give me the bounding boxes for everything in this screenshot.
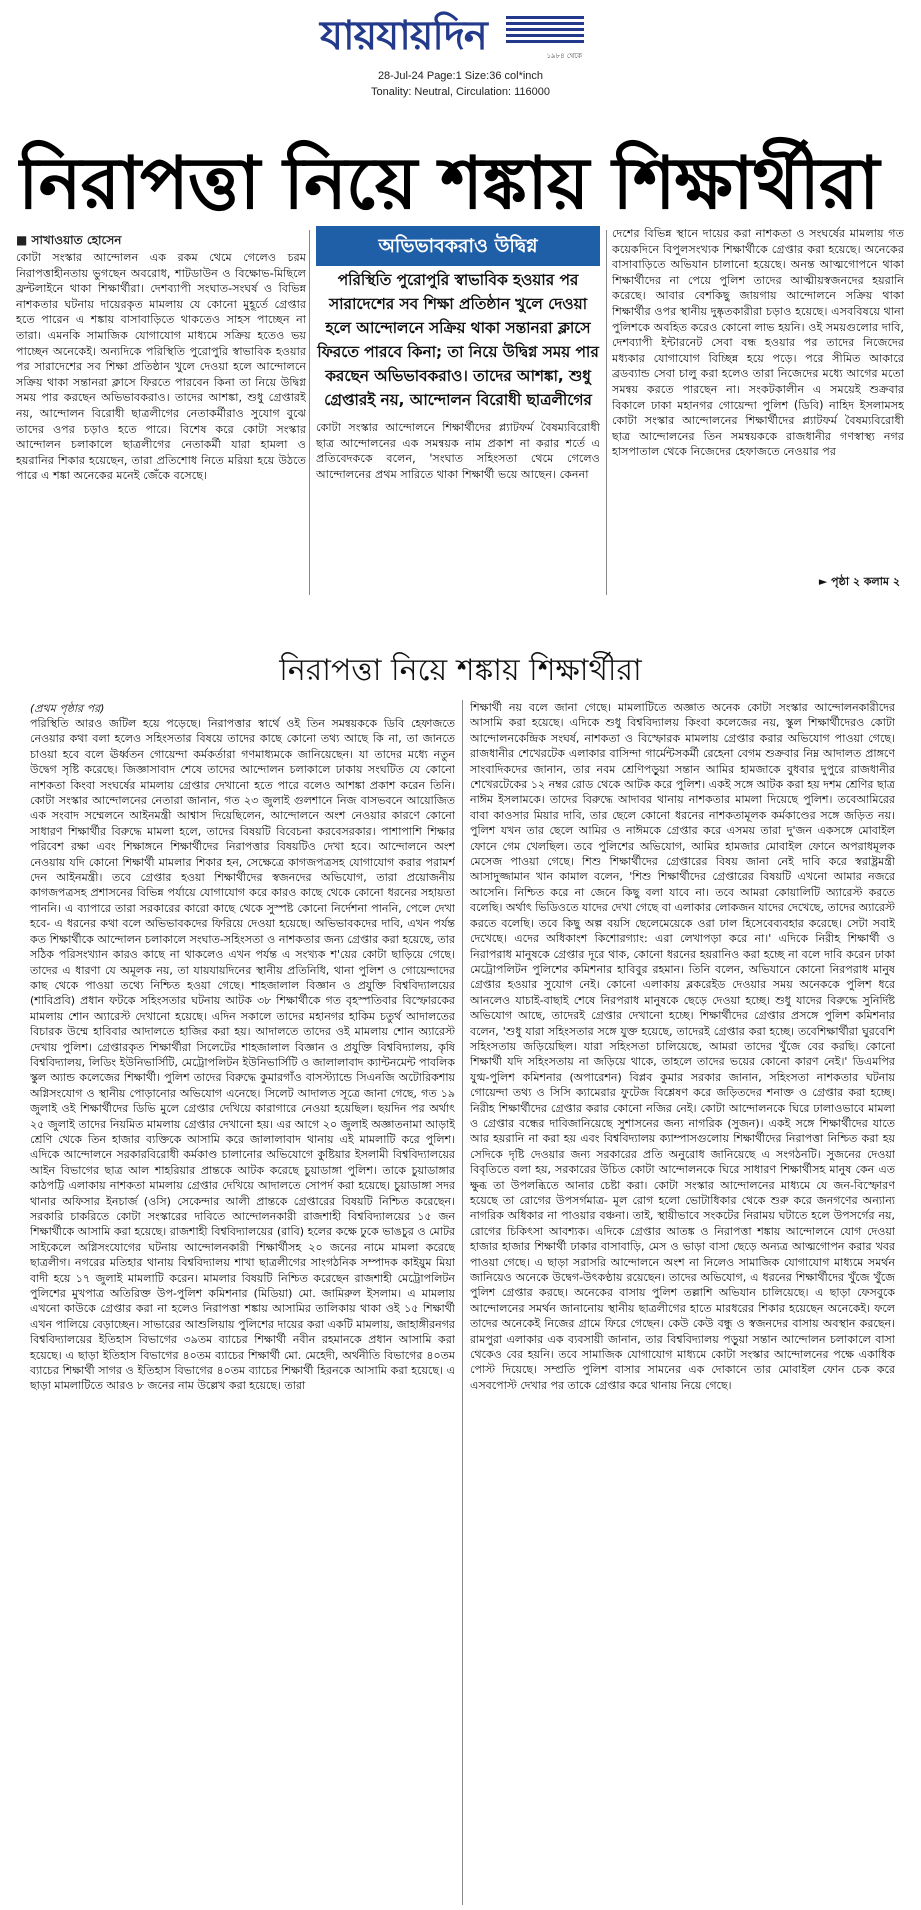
- masthead: [0, 0, 921, 108]
- logo-text: যায়যায়দিন: [320, 13, 487, 59]
- continued-headline: নিরাপত্তা নিয়ে শঙ্কায় শিক্ষার্থীরা: [279, 653, 642, 688]
- clipping-meta-line1: 28-Jul-24 Page:1 Size:36 col*inch: [377, 70, 544, 82]
- column-divider: [606, 230, 607, 595]
- newspaper-logo: [320, 4, 590, 66]
- column-divider: [309, 230, 310, 595]
- byline-square-icon: ■: [16, 233, 32, 247]
- pull-quote: পরিস্থিতি পুরোপুরি স্বাভাবিক হওয়ার পর সারাদেশের সব শিক্ষা প্রতিষ্ঠান খুলে দেওয়া হলে আন্দোলনে সক্রিয় থাকা সন্তানরা ক্লাসে ফিরতে পারবে কিনা; তা নিয়ে উদ্বিগ্ন সময় পার করছেন অভিভাবকরাও। তাদের আশঙ্কা, শুধু গ্রেপ্তারই নয়, আন্দোলন বিরোধী ছাত্রলীগের: [317, 271, 599, 409]
- highlight-label: অভিভাবকরাও উদ্বিগ্ন: [316, 226, 600, 266]
- article-column-3: দেশের বিভিন্ন স্থানে দায়ের করা নাশকতা ও সংঘর্ষের মামলায় গত কয়েকদিনে বিপুলসংখ্যক শিক্ষার্থীকে গ্রেপ্তার করা হয়েছে। অনেকের বাসাবাড়িতে অভিযান চালানো হয়েছে। অনন্ত আত্মগোপনে থাকা শিক্ষার্থীদের না পেয়ে পুলিশ তাদের আত্মীয়স্বজনদের হয়রানি করেছে। আবার বেশকিছু জায়গায় আন্দোলনে সক্রিয় থাকা শিক্ষার্থীর ওপর স্থানীয় দুষ্কৃতকারীরা চড়াও হয়েছে। এসববিষয়ে থানা পুলিশকে অবহিত করেও কোনো লাভ হয়নি। ওই সময়গুলোর দাবি, দেশব্যাপী ইন্টারনেট সেবা বন্ধ হওয়ার পর তাদের নিজেদের মধ্যকার যোগাযোগ বিচ্ছিন্ন হয়ে পড়ে। পরে সীমিত আকারে ব্রডব্যান্ড সেবা চালু করা হলেও তারা নিজেদের মধ্যে আগের মতো সমন্বয় করতে পারছেন না। সংকটকালীন এ সময়েই শুক্রবার বিকালে ঢাকা মহানগর গোয়েন্দা পুলিশ (ডিবি) নাহিদ ইসলামসহ কোটা সংস্কার আন্দোলনের শিক্ষার্থীদের প্ল্যাটফর্ম বৈষম্যবিরোধী ছাত্র আন্দোলনের তিন সমন্বয়ককে রাজধানীর গণস্বাস্থ্য নগর হাসপাতাল থেকে নিজেদের হেফাজতে নেওয়ার পর: [612, 227, 904, 459]
- jump-reference: ► পৃষ্ঠা ২ কলাম ২: [818, 575, 900, 588]
- logo-stripes-icon: [506, 16, 584, 46]
- byline-author: সাখাওয়াত হোসেন: [31, 233, 122, 247]
- column-divider: [462, 700, 463, 1905]
- byline: [16, 232, 306, 252]
- article-column-1: কোটা সংস্কার আন্দোলন এক রকম থেমে গেলেও চরম নিরাপত্তাহীনতায় ভুগছেন অবরোধ, শাটডাউন ও বিক্ষোভ-মিছিলে ফ্রন্টলাইনে থাকা শিক্ষার্থীরা। দেশব্যাপী সংঘাত-সংঘর্ষ ও বিভিন্ন নাশকতার ঘটনায় দায়েরকৃত মামলায় যে কোনো মুহূর্তে গ্রেপ্তার হতে পারেন এ শঙ্কায় বাসাবাড়িতে থাকতেও সাহস পাচ্ছেন না তারা। এমনকি সামাজিক যোগাযোগ মাধ্যমে সক্রিয় হতেও ভয় পাচ্ছেন অনেকেই। অন্যদিকে পরিস্থিতি পুরোপুরি স্বাভাবিক হওয়ার পর সারাদেশের সব শিক্ষা প্রতিষ্ঠান খুলে দেওয়া হলে আন্দোলনে সক্রিয় থাকা সন্তানরা ক্লাসে ফিরতে পারবেন কিনা তা নিয়ে উদ্বিগ্ন সময় পার করছেন অভিভাবকরাও। তাদের আশঙ্কা, শুধু গ্রেপ্তারই নয়, আন্দোলন বিরোধী ছাত্রলীগের নেতাকর্মীরাও সুযোগ বুঝে তাদের ওপর চড়াও হতে পারে। বিশেষ করে কোটা সংস্কার আন্দোলন চলাকালে ছাত্রলীগের নেতাকর্মী যারা হামলা ও হয়রানির শিকার হয়েছেন, তারা প্রতিশোধ নিতে মরিয়া হয়ে উঠতে পারে এ শঙ্কা অনেকের মনেই জেঁকে বসেছে।: [16, 251, 306, 483]
- headline: নিরাপত্তা নিয়ে শঙ্কায় শিক্ষার্থীরা: [18, 141, 879, 225]
- continued-column-2: শিক্ষার্থী নয় বলে জানা গেছে। মামলাটিতে অজ্ঞাত অনেক কোটা সংস্কার আন্দোলনকারীদের আসামি করা হয়েছে। এদিকে শুধু বিশ্ববিদ্যালয় কিংবা কলেজের নয়, স্কুল শিক্ষার্থীদেরও কোটা আন্দোলনকেন্দ্রিক সংঘর্ষ, নাশকতা ও বিস্ফোরক মামলায় গ্রেপ্তার করার অভিযোগ পাওয়া গেছে। রাজধানীর শেখেরটেক এলাকার বাসিন্দা গার্মেন্টসকর্মী রেহেনা বেগম শুক্রবার নিম্ন আদালত প্রাঙ্গণে সাংবাদিকদের জানান, তার নবম শ্রেণিপড়ুয়া সন্তান আমির হামজাকে বুধবার দুপুরে রাজধানীর শেখেরটেকের ১২ নম্বর রোড থেকে আটক করে পুলিশ। একই সঙ্গে আটক করা হয় দশম শ্রেণির ছাত্র নাঈম ইসলামকে। তাদের বিরুদ্ধে আদাবর থানায় নাশকতার মামলা দিয়েছে পুলিশ। তবেআমিরের বাবা কাওসার মিয়ার দাবি, তার ছেলে কোনো ধরনের নাশকতামূলক কর্মকাণ্ডের সঙ্গে জড়িত নয়। পুলিশ যখন তার ছেলে আমির ও নাঈমকে গ্রেপ্তার করে এসময় তারা দু'জন একসঙ্গে মোবাইল ফোনে গেম খেলছিল। তবে পুলিশের অভিযোগ, আমির হামজার মোবাইল ফোনে অপরাধমূলক মেসেজ পাওয়া গেছে। শিশু শিক্ষার্থীদের গ্রেপ্তারের বিষয় জানা নেই দাবি করে স্বরাষ্ট্রমন্ত্রী আসাদুজ্জামান খান কামাল বলেন, 'শিশু শিক্ষার্থীদের গ্রেপ্তারের বিষয়টি এখনো আমার নজরে আসেনি। নিশ্চিত করে না জেনে কিছু বলা যাবে না। তবে আমরা কোয়ালিটি অ্যারেস্ট করতে বলেছি। অর্থাৎ ভিডিওতে যাদের দেখা গেছে বা এলাকার লোকজন যাদের দেখেছে, তাদের অ্যারেস্ট করতে বলেছি। তবে কিছু অল্প বয়সি ছেলেমেয়েকে ওরা ঢাল হিসেবেব্যবহার করেছে। সেটা সবাই দেখেছে। এদের অধিকাংশ কিশোরগ্যাং: এরা লেখাপড়া করে না।' এদিকে নিরীহ শিক্ষার্থী ও নিরাপরাধ মানুষকে গ্রেপ্তার দূরে থাক, কোনো ধরনের হয়রানিও করা হচ্ছে না বলে দাবি করেন ঢাকা মেট্রোপলিটন পুলিশের কমিশনার হাবিবুর রহমান। তিনি বলেন, অভিযানে কোনো নিরপরাধ মানুষ গ্রেপ্তার হওয়ার সুযোগ নেই। কোনো এলাকায় ব্লকরেইড দেওয়ার সময় অনেককে পুলিশ ধরে আনলেও যাচাই-বাছাই শেষে নিরপরাধ মানুষকে ছেড়ে দেওয়া হচ্ছে। শুধু যাদের বিরুদ্ধে সুনির্দিষ্ট অভিযোগ আছে, তাদেরই গ্রেপ্তার দেখানো হচ্ছে। শিক্ষার্থীদের গ্রেপ্তার প্রসঙ্গে পুলিশ কমিশনার বলেন, 'শুধু যারা সহিংসতার সঙ্গে যুক্ত হয়েছে, তাদেরই গ্রেপ্তার করা হচ্ছে। তবেশিক্ষার্থীরা ঘুরবেশি সহিংসতায় জড়িয়েছিল। যারা সহিংসতা চালিয়েছে, আমরা তাদের খুঁজে বের করছি। কোনো শিক্ষার্থী যদি সহিংসতায় না জড়িয়ে থাকে, তাহলে তাদের ভয়ের কোনো কারণ নেই।' ডিএমপির যুগ্ম-পুলিশ কমিশনার (অপারেশন) বিপ্লব কুমার সরকার জানান, সহিংসতা নাশকতার ঘটনায় গোয়েন্দা তথ্য ও সিসি ক্যামেরার ফুটেজ বিশ্লেষণ করে জড়িতদের শনাক্ত ও গ্রেপ্তার করা হচ্ছে। নিরীহ শিক্ষার্থীদের গ্রেপ্তার করার কোনো নজির নেই। কোটা আন্দোলনকে ঘিরে ঢালাওভাবে মামলা ও গ্রেপ্তার বন্ধের দাবিজানিয়েছে সুশাসনের জন্য নাগরিক (সুজন)। একই সঙ্গে শিক্ষার্থীদের যাতে আর হয়রানি না করা হয় এবং বিশ্ববিদ্যালয় ক্যাম্পাসগুলোয় শিক্ষার্থীদের নিরাপত্তা নিশ্চিত করা হয় সেদিকে দৃষ্টি দেওয়ার জন্য সরকারের প্রতি অনুরোধ জানিয়েছে এ সংগঠনটি। সুজনের দেওয়া বিবৃতিতে বলা হয়, সরকারের উচিত কোটা আন্দোলনকে ঘিরে সাধারণ শিক্ষার্থীসহ মানুষ কেন এত ক্ষুব্ধ তা উপলব্ধিতে আনার চেষ্টা করা। কোটা সংস্কার আন্দোলনের মাধ্যমে যে জন-বিস্ফোরণ হয়েছে তা রোগের উপসর্গমাত্র- মূল রোগ হলো ভোটাধিকার থেকে শুরু করে জনগণের অন্যান্য নাগরিক অধিকার না পাওয়ার বঞ্চনা। তাই, স্থায়ীভাবে সংকটের নিরাময় ঘটাতে হলে উপসর্গের নয়, রোগের চিকিৎসা আবশ্যক। এদিকে গ্রেপ্তার আতঙ্ক ও নিরাপত্তা শঙ্কায় আন্দোলনে যোগ দেওয়া হাজার হাজার শিক্ষার্থী ঢাকার বাসাবাড়ি, মেস ও ভাড়া বাসা ছেড়ে অন্যত্র আত্মগোপন করার খবর পাওয়া গেছে। এ ছাড়া সরাসরি আন্দোলনে অংশ না নিলেও সামাজিক যোগাযোগ মাধ্যমে সমর্থন জানিয়েও অনেকে উদ্বেগ-উৎকণ্ঠায় রয়েছেন। তাদের অভিযোগ, এ ধরনের শিক্ষার্থীদের খুঁজে খুঁজে পুলিশ গ্রেপ্তার করছে। অনেকের বাসায় পুলিশ তল্লাশি অভিযান চালিয়েছে। এ ছাড়া ফেসবুকে আন্দোলনের সমর্থন জানানোয় স্থানীয় ছাত্রলীগের হাতে মারধরের শিকার হয়েছেন অনেকেই। ফলে তাদের অনেকেই নিজের গ্রামে ফিরে গেছেন। কেউ কেউ বন্ধু ও স্বজনদের বাসায় অবস্থান করছেন। রামপুরা এলাকার এক ব্যবসায়ী জানান, তার বিশ্ববিদ্যালয় পড়ুয়া সন্তান আন্দোলন চলাকালে বাসা থেকেও বের হয়নি। তবে সামাজিক যোগাযোগ মাধ্যমে কোটা সংস্কার আন্দোলনের পক্ষে একাধিক পোস্ট দিয়েছে। সম্প্রতি পুলিশ বাসার সামনের এক দোকানে তার মোবাইল ফোন চেক করে এসবপোস্ট দেখার পর তাকে গ্রেপ্তার করে থানায় নিয়ে গেছে।: [470, 701, 895, 1392]
- clipping-meta-line2: Tonality: Neutral, Circulation: 116000: [371, 86, 550, 98]
- logo-tagline: ১৯৮৪ থেকে: [546, 52, 582, 60]
- continued-tag: (প্রথম পৃষ্ঠার পর): [30, 702, 105, 715]
- continued-column-1: পরিস্থিতি আরও জটিল হয়ে পড়েছে। নিরাপত্তার স্বার্থে ওই তিন সমন্বয়ককে ডিবি হেফাজতে নেওয়ার কথা বলা হলেও সহিংসতার বিষয়ে তাদের কাছে কোনো তথ্য আছে কি না, তা জানতে চাওয়া হবে বলে ঊর্ধ্বতন গোয়েন্দা কর্মকর্তারা গণমাধ্যমকে জানিয়েছেন। যা তাদের মধ্যে নতুন উদ্বেগ সৃষ্টি করেছে। জিজ্ঞাসাবাদ শেষে তাদের আন্দোলন চলাকালে ঢাকায় সংঘটিত যে কোনো নাশকতা কিংবা সংঘর্ষের মামলায় গ্রেপ্তার দেখানো হতে পারে বলেও আশঙ্কা প্রকাশ করেন তিনি। কোটা সংস্কার আন্দোলনের নেতারা জানান, গত ২৩ জুলাই গুলশানে নিজ বাসভবনে আয়োজিত এক সংবাদ সম্মেলনে আইনমন্ত্রী আশ্বাস দিয়েছিলেন, আন্দোলনে অংশ নেওয়ার কারণে কোনো সাধারণ শিক্ষার্থীর বিরুদ্ধে মামলা হলে, তাদের বিষয়টি বিবেচনা করবেসরকার। পাশাপাশি শিক্ষার পরিবেশ রক্ষা এবং শিক্ষাঙ্গনে শিক্ষার্থীদের নিরাপত্তার বিষয়টিও দেখা হবে। আন্দোলনে অংশ নেওয়ায় যদি কোনো শিক্ষার্থী মামলার শিকার হন, সেক্ষেত্রে কাগজপত্রসহ যোগাযোগ করার পরামর্শ দেন আইনমন্ত্রী। তবে গ্রেপ্তার হওয়া শিক্ষার্থীদের স্বজনদের অভিযোগ, তারা প্রয়োজনীয় কাগজপত্রসহ প্রশাসনের বিভিন্ন পর্যায়ে যোগাযোগ করে কারও কাছে থেকে কোনো ধরনের সহায়তা পাননি। এ ব্যাপারে তারা সরকারের কারো কাছে থেকে সুস্পষ্ট কোনো নির্দেশনা পাননি, পেলে দেখা হবে- এ ধরনের কথা বলে অভিভাবকদের ফিরিয়ে দেওয়া হয়েছে। অভিভাবকদের দাবি, এখন পর্যন্ত কত শিক্ষার্থীকে আন্দোলন চলাকালে সংঘাত-সহিংসতা ও নাশকতার জন্য গ্রেপ্তার করা হয়েছে, তার সঠিক পরিসংখ্যান কারও কাছে না থাকলেও এখন পর্যন্ত এ সংখ্যক শ'য়ের কোটা ছাড়িয়ে গেছে। তাদের এ ধারণা যে অমূলক নয়, তা যায়যায়দিনের স্থানীয় প্রতিনিধি, থানা পুলিশ ও গোয়েন্দাদের কাছ থেকে পাওয়া তথ্যে নিশ্চিত হওয়া গেছে। শাহজালাল বিজ্ঞান ও প্রযুক্তি বিশ্ববিদ্যালয়ের (শাবিপ্রবি) প্রধান ফটকে সহিংসতার ঘটনায় আটক ৩৮ শিক্ষার্থীকে গত বৃহস্পতিবার বিস্ফোরকের মামলায় শোন অ্যারেস্ট দেখানো হয়েছে। এদিন সকালে তাদের মহানগর হাকিম চতুর্থ আদালতের বিচারক উম্মে হাবিবার আদালতে হাজির করা হয়। আদালতে তাদের ওই মামলায় শোন অ্যারেস্ট দেখায় পুলিশ। গ্রেপ্তারকৃত শিক্ষার্থীরা সিলেটের শাহজালাল বিজ্ঞান ও প্রযুক্তি বিশ্ববিদ্যালয়, কৃষি বিশ্ববিদ্যালয়, লিডিং ইউনিভার্সিটি, মেট্রোপলিটন ইউনিভার্সিটি ও জালালাবাদ ক্যান্টনমেন্ট পাবলিক স্কুল অ্যান্ড কলেজের শিক্ষার্থী। পুলিশ তাদের বিরুদ্ধে কুমারগাঁও বাসস্ট্যান্ডে সিএনজি অটোরিকশায় অগ্নিসংযোগ ও স্থানীয় পোড়ানোর অভিযোগ এনেছে। সিলেট আদালত সূত্রে জানা গেছে, গত ১৯ জুলাই ওই শিক্ষার্থীদের ডিভি মুলে গ্রেপ্তার দেখিয়ে কারাগারে নেওয়া হয়েছিল। ছয়দিন পর অর্থাৎ ২৫ জুলাই তাদের নিয়মিত মামলায় গ্রেপ্তার দেখানো হয়। এর আগে ২০ জুলাই অজ্ঞাতনামা আড়াই শ্রেণি থেকে তিন হাজার ব্যক্তিকে আসামি করে জালালাবাদ থানায় এই মামলাটি করে পুলিশ। এদিকে আন্দোলনে সরকারবিরোধী কর্মকাণ্ড চালানোর অভিযোগে কুষ্টিয়ার ইসলামী বিশ্ববিদ্যালয়ের আইন বিভাগের ছাত্র আল শাহরিয়ার প্রান্তকে আটক করেছে চুয়াডাঙ্গা পুলিশ। তাকে চুয়াডাঙ্গার কাঠপট্টি এলাকায় নাশকতা মামলায় গ্রেপ্তার দেখিয়ে আদালতে সোপর্দ করা হয়েছে। চুয়াডাঙ্গা সদর থানার অফিসার ইনচার্জ (ওসি) সেকেন্দার আলী প্রান্তকে গ্রেপ্তারের বিষয়টি নিশ্চিত করেছেন। সরকারি চাকরিতে কোটা সংস্কারের দাবিতে আন্দোলনকারী রাজশাহী বিশ্ববিদ্যালয়ের ১৫ জন শিক্ষার্থীকে আসামি করা হয়েছে। রাজশাহী বিশ্ববিদ্যালয়ের (রাবি) হলের কক্ষে ঢুকে ভাঙচুর ও মোটর সাইকেলে অগ্নিসংযোগের ঘটনায় আন্দোলনকারী শিক্ষার্থীসহ ২০ জনের নামে মামলা করেছে ছাত্রলীগ। নগরের মতিহার থানায় বিশ্ববিদ্যালয় শাখা ছাত্রলীগের সাংগঠনিক সম্পাদক কাইয়ুম মিয়া বাদী হয়ে ১৭ জুলাই মামলাটি করেন। মামলার বিষয়টি নিশ্চিত করেছেন রাজশাহী মেট্রোপলিটন পুলিশের মুখপাত্র অতিরিক্ত উপ-পুলিশ কমিশনার (মিডিয়া) মো. জামিরুল ইসলাম। এ মামলায় এখনো কাউকে গ্রেপ্তার করা না হলেও নিরাপত্তা শঙ্কায় আসামির তালিকায় থাকা ওই ১৫ শিক্ষার্থী এখন পালিয়ে বেড়াচ্ছেন। সাভারের আশুলিয়ায় পুলিশের দায়ের করা একটি মামলায়, জাহাঙ্গীরনগর বিশ্ববিদ্যালয়ের ইতিহাস বিভাগের ৩৯তম ব্যাচের শিক্ষার্থী নবীন রহমানকে প্রধান আসামি করা হয়েছে। এ ছাড়া ইতিহাস বিভাগের ৪০তম ব্যাচের শিক্ষার্থী মো. মেহেদী, অর্থনীতি বিভাগের ৪০তম ব্যাচের শিক্ষার্থী সাগর ও ইতিহাস বিভাগের ৪০তম ব্যাচের শিক্ষার্থী হিরনকে আসামি করা হয়েছে। এ ছাড়া মামলাটিতে আরও ৮ জনের নাম উল্লেখ করা হয়েছে। তারা: [30, 717, 455, 1393]
- article-column-2: কোটা সংস্কার আন্দোলনে শিক্ষার্থীদের প্ল্যাটফর্ম বৈষম্যবিরোধী ছাত্র আন্দোলনের এক সমন্বয়ক নাম প্রকাশ না করার শর্তে এ প্রতিবেদককে বলেন, 'সংঘাত সহিংসতা থেমে গেলেও আন্দোলনের প্রথম সারিতে থাকা শিক্ষার্থী ভয়ে আছেন। কেননা: [316, 421, 600, 481]
